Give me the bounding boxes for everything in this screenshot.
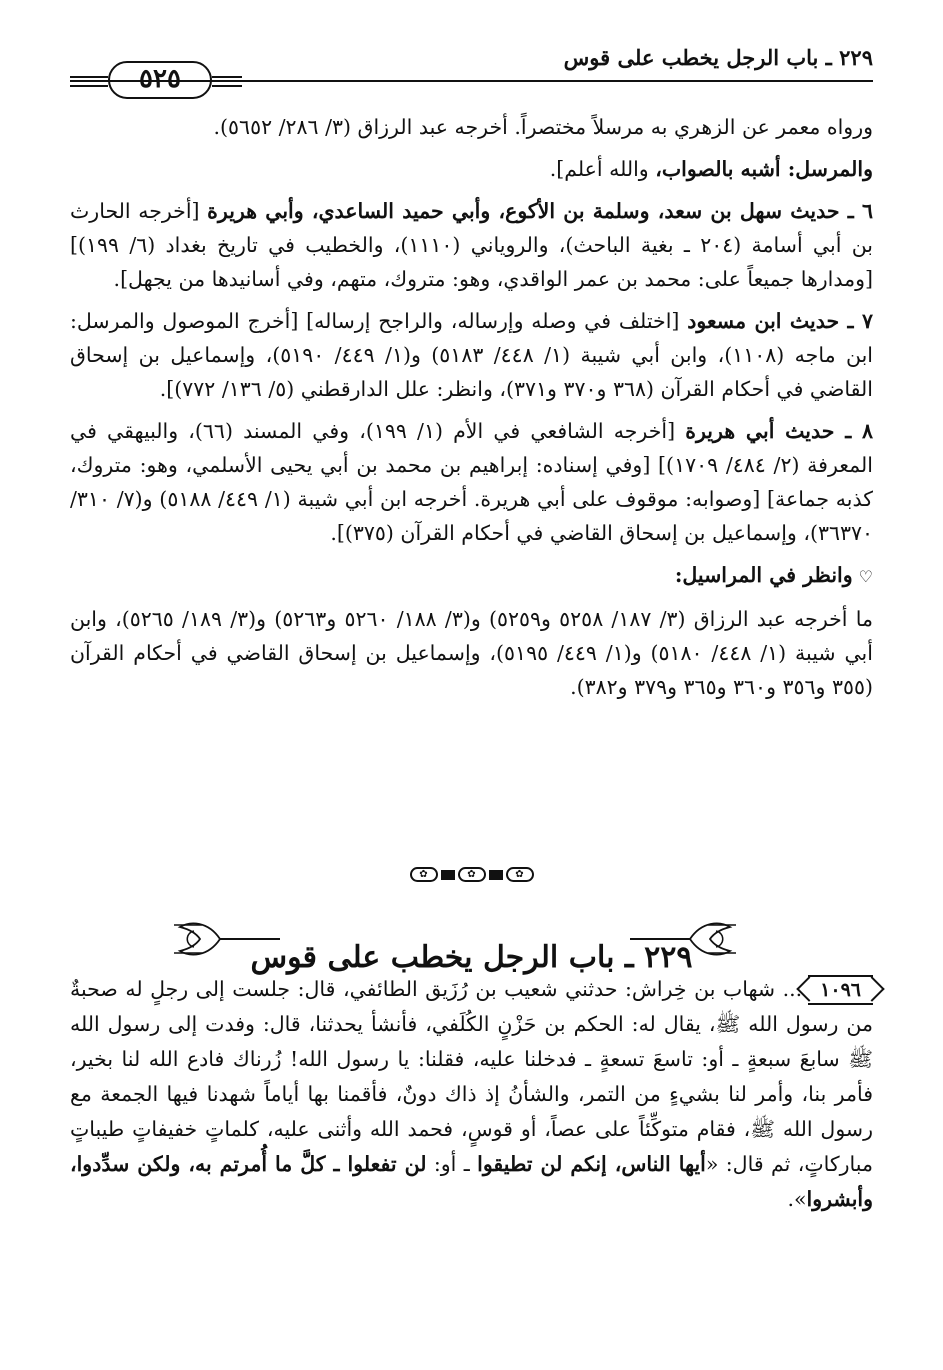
paragraph-text: ما أخرجه عبد الرزاق (٣/ ١٨٧/ ٥٢٥٨ و٥٢٥٩) و(٣/ ١٨٨/ ٥٢٦٠ و٥٢٦٣) و(٣/ ١٨٩/ ٥٢٦٥)، وابن أبي شيبة (١/ ٤٤٨/ ٥١٨٠) و(١/ ٤٤٩/ ٥١٩٥)، وإسماعيل بن إسحاق القاضي في أحكام القرآن (٣٥٥ و٣٥٦ و٣٦٠ و٣٦٥ و٣٧٩ و٣٨٢).	[70, 607, 873, 699]
flourish-left-icon	[170, 917, 280, 961]
bold-phrase: والمرسل: أشبه بالصواب،	[655, 157, 873, 181]
paragraph-text: [اختلف في وصله وإرساله، والراجح إرساله] [أخرج الموصول والمرسل: ابن ماجه (١١٠٨)، وابن أبي شيبة (١/ ٤٤٨/ ٥١٨٣) و(١/ ٤٤٩/ ٥١٩٠)، وإسماعيل بن إسحاق القاضي في أحكام القرآن (٣٦٨ و٣٧٠ و٣٧١)، وانظر: علل الدارقطني (٥/ ١٣٦/ ٧٧٢)].	[70, 309, 873, 401]
paragraph-item-8	[70, 414, 873, 550]
page-number-frame	[70, 58, 240, 104]
hadith-quote-bold: أيها الناس، إنكم لن تطيقوا	[477, 1152, 706, 1176]
item-heading: ٦ ـ حديث سهل بن سعد، وسلمة بن الأكوع، وأبي حميد الساعدي، وأبي هريرة	[207, 199, 873, 223]
running-title: ٢٢٩ ـ باب الرجل يخطب على قوس	[563, 45, 873, 70]
see-also-heading: وانظر في المراسيل:	[674, 563, 853, 587]
hadith-closing: ».	[787, 1187, 807, 1211]
paragraph-mamar	[70, 110, 873, 144]
paragraph-mursal-ruling	[70, 152, 873, 186]
ornament-oval: ✿	[410, 867, 438, 882]
ornament-bar	[441, 870, 455, 880]
section-divider-ornament	[0, 862, 943, 886]
ornament-oval: ✿	[506, 867, 534, 882]
hadith-text	[70, 972, 873, 1217]
paragraph-text: [أخرجه الحارث بن أبي أسامة (٢٠٤ ـ بغية الباحث)، والروياني (١١١٠)، والخطيب في تاريخ بغداد (٦/ ١٩٩)] [ومدارها جميعاً على: محمد بن عمر الواقدي، وهو: متروك، متهم، وفي أسانيدها من يجهل].	[70, 199, 874, 291]
paragraph-text: [أخرجه الشافعي في الأم (١/ ١٩٩)، وفي المسند (٦٦)، والبيهقي في المعرفة (٢/ ٤٨٤/ ١٧٠٩)] [وفي إسناده: إبراهيم بن محمد بن أبي يحيى الأسلمي، وهو: متروك، كذبه جماعة] [وصوابه: موقوف على أبي هريرة. أخرجه ابن أبي شيبة (١/ ٤٤٩/ ٥١٨٨) و(٧/ ٣١٠/ ٣٦٣٧٠)، وإسماعيل بن إسحاق القاضي في أحكام القرآن (٣٧٥)].	[70, 419, 873, 545]
paragraph-text: ورواه معمر عن الزهري به مرسلاً مختصراً. أخرجه عبد الرزاق (٣/ ٢٨٦/ ٥٦٥٢).	[213, 115, 873, 139]
ornament-oval: ✿	[458, 867, 486, 882]
page-number: ٥٢٥	[108, 61, 212, 99]
takhrij-text	[70, 110, 873, 712]
paragraph-see-also	[70, 558, 873, 594]
page-number-right-lines	[212, 76, 242, 87]
hadith-number: ١٠٩٦	[808, 975, 873, 1005]
paragraph-text: والله أعلم].	[549, 157, 656, 181]
running-header	[70, 44, 873, 94]
ornament-row	[410, 867, 534, 882]
item-heading: ٨ ـ حديث أبي هريرة	[685, 419, 873, 443]
page-number-left-lines	[70, 76, 108, 87]
heart-icon: ♡	[858, 567, 873, 586]
ornament-bar	[489, 870, 503, 880]
paragraph-marasil	[70, 602, 873, 704]
paragraph-item-6	[70, 194, 873, 296]
chapter-title: ٢٢٩ ـ باب الرجل يخطب على قوس	[250, 940, 693, 976]
item-heading: ٧ ـ حديث ابن مسعود	[687, 309, 873, 333]
chapter-heading	[0, 905, 943, 975]
paragraph-item-7	[70, 304, 873, 406]
hadith-narration-aside: ـ أو:	[426, 1152, 478, 1176]
hadith-narration: ... شهاب بن خِراش: حدثني شعيب بن رُزَيق الطائفي، قال: جلست إلى رجلٍ له صحبةٌ من رسول الله ﷺ، يقال له: الحكم بن حَزْنٍ الكُلَفي، فأنشأ يحدثنا، قال: وفدت إلى رسول الله ﷺ سابعَ سبعةٍ ـ أو: تاسعَ تسعةٍ ـ فدخلنا عليه، فقلنا: يا رسول الله! زُرناك فادع الله لنا بخير، فأمر بنا، وأمر لنا بشيءٍ من التمر، والشأنُ إذ ذاك دونٌ، فأقمنا بها أياماً شهدنا فيها الجمعة مع رسول الله ﷺ، فقام متوكِّئاً على عصاً، أو قوسٍ، فحمد الله وأثنى عليه، كلماتٍ خفيفاتٍ طيباتٍ مباركاتٍ، ثم قال: «	[70, 977, 873, 1176]
hadith-entry	[70, 972, 873, 1217]
hadith-quote-bold: لن تفعلوا ـ كلَّ ما أُمرتم به، ولكن سدِّدوا، وأبشروا	[70, 1152, 873, 1211]
